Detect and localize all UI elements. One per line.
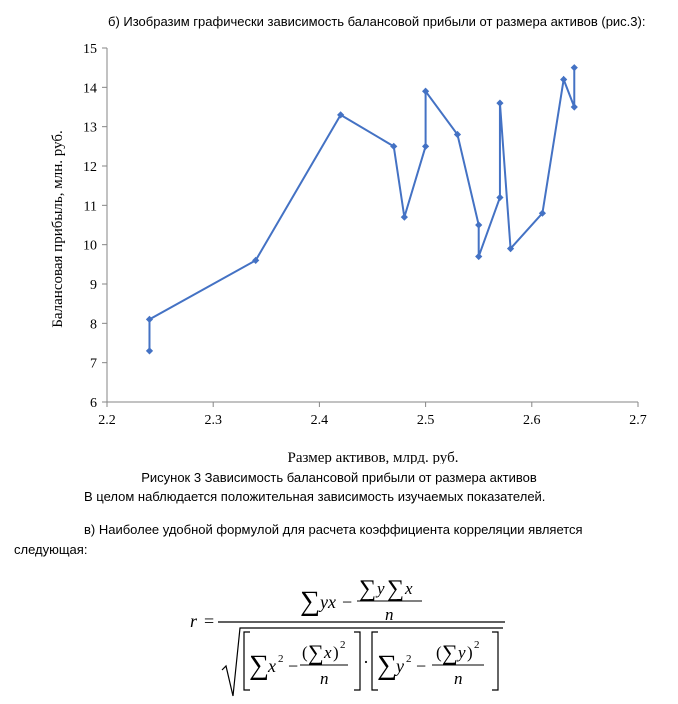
data-point	[496, 194, 503, 201]
data-point	[401, 214, 408, 221]
formula-sq: 2	[406, 653, 412, 665]
formula-sum: ∑	[308, 640, 324, 665]
formula-y: y	[377, 579, 385, 598]
data-point	[146, 347, 153, 354]
scatter-line-chart	[0, 34, 678, 464]
formula-sum: ∑	[300, 586, 320, 617]
series-line	[149, 68, 574, 351]
x-tick-label: 2.7	[629, 413, 647, 428]
data-point	[571, 103, 578, 110]
formula-sq: 2	[340, 639, 346, 651]
chart-axes	[102, 48, 638, 407]
formula-lp: (	[436, 643, 442, 662]
formula-left-bracket-close	[354, 632, 360, 690]
formula-minus: −	[288, 656, 299, 676]
formula-sum: ∑	[249, 650, 269, 681]
formula-n: n	[320, 669, 329, 688]
formula-n: n	[454, 669, 463, 688]
formula-right-bracket-close	[492, 632, 498, 690]
formula-sum: ∑	[442, 640, 458, 665]
data-point	[475, 253, 482, 260]
y-tick-label: 7	[90, 356, 97, 372]
series-points	[146, 64, 578, 354]
data-point	[560, 76, 567, 83]
formula-dot: ·	[363, 652, 369, 672]
formula-x2: x	[268, 656, 276, 676]
formula-minus: −	[342, 592, 353, 612]
formula-sum: ∑	[377, 650, 397, 681]
y-axis-label: Балансовая прибыль, млн. руб.	[50, 130, 66, 328]
formula-intro-text-continued: следующая:	[14, 542, 88, 557]
formula-y2: y	[396, 656, 404, 676]
figure-caption: Рисунок 3 Зависимость балансовой прибыли от размера активов	[141, 470, 537, 485]
formula-x: x	[405, 579, 413, 598]
y-tick-label: 12	[83, 160, 97, 175]
y-tick-labels	[83, 42, 97, 411]
formula-intro-text: в) Наиболее удобной формулой для расчета коэффициента корреляции является	[84, 522, 583, 537]
intro-text: б) Изобразим графически зависимость балансовой прибыли от размера активов (рис.3):	[108, 14, 646, 29]
y-tick-label: 6	[90, 396, 97, 411]
formula-n: n	[385, 605, 394, 624]
formula-r: r	[190, 611, 198, 631]
y-tick-label: 13	[83, 120, 97, 136]
x-tick-label: 2.6	[523, 413, 541, 428]
x-tick-label: 2.5	[416, 413, 435, 428]
y-tick-label: 14	[83, 81, 97, 97]
y-tick-label: 10	[83, 238, 97, 254]
formula-sum: ∑	[387, 576, 405, 602]
formula-rp: )	[467, 643, 473, 662]
formula-yx: yx	[320, 592, 336, 612]
x-tick-labels	[98, 413, 647, 428]
formula-x: x	[324, 643, 332, 662]
x-axis-label: Размер активов, млрд. руб.	[287, 450, 459, 464]
y-tick-label: 15	[83, 42, 97, 57]
x-tick-label: 2.2	[98, 413, 116, 428]
formula-sum: ∑	[359, 576, 377, 602]
formula-equals: =	[204, 611, 215, 631]
data-point	[496, 99, 503, 106]
data-point	[571, 64, 578, 71]
data-point	[475, 221, 482, 228]
formula-sq: 2	[474, 639, 480, 651]
formula-lp: (	[302, 643, 308, 662]
y-tick-label: 9	[90, 278, 97, 293]
formula-y: y	[458, 643, 466, 662]
formula-minus: −	[416, 656, 427, 676]
y-tick-label: 11	[83, 199, 97, 215]
y-tick-label: 8	[90, 317, 97, 333]
formula-sq: 2	[278, 653, 284, 665]
x-tick-label: 2.4	[310, 413, 329, 428]
conclusion-text: В целом наблюдается положительная зависимость изучаемых показателей.	[84, 489, 546, 504]
correlation-formula	[0, 568, 678, 704]
x-tick-label: 2.3	[204, 413, 222, 428]
data-point	[422, 143, 429, 150]
formula-rp: )	[333, 643, 339, 662]
